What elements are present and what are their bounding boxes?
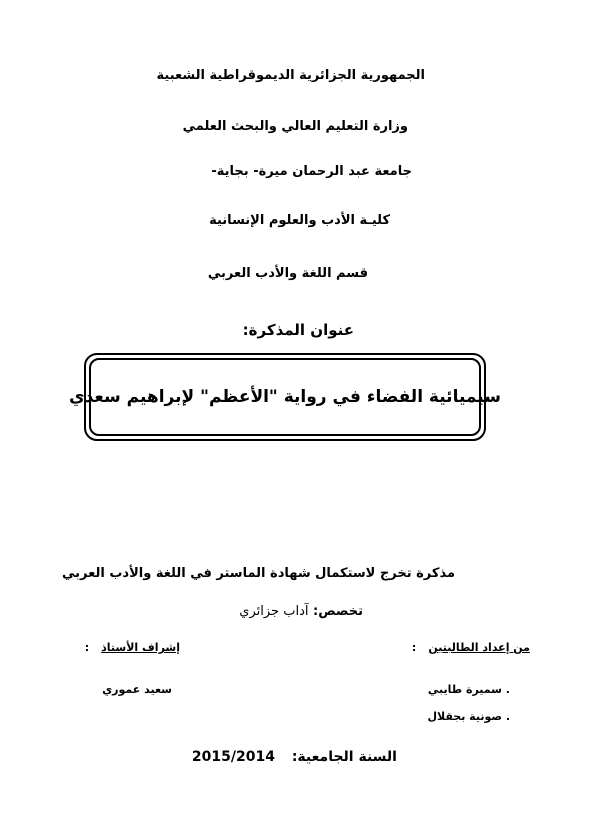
academic-year-value: 2015/2014 — [191, 749, 275, 765]
prepared-by-row — [412, 641, 530, 654]
ministry-name: وزارة التعليم العالي والبحث العلمي — [182, 119, 408, 134]
specialty-row — [0, 604, 590, 619]
specialty-label: تخصص: — [313, 604, 363, 619]
university-name: جامعة عبد الرحمان ميرة- بجاية- — [211, 164, 412, 179]
supervisor-name: سعيد عموري — [102, 683, 172, 696]
faculty-name: كليـة الأدب والعلوم الإنسانية — [209, 213, 390, 228]
republic-name: الجمهورية الجزائرية الديموقراطية الشعبية — [156, 68, 425, 83]
academic-year-label: السنة الجامعية: — [291, 749, 397, 765]
memo-purpose: مذكرة تخرج لاستكمال شهادة الماستر في اللغة والأدب العربي — [62, 566, 455, 581]
supervisor-label: إشراف الأستاذ — [101, 641, 180, 654]
department-name: قسم اللغة والأدب العربي — [207, 266, 368, 281]
thesis-title-label: عنوان المذكرة: — [242, 321, 354, 339]
thesis-title: سيميائية الفضاء في رواية "الأعظم" لإبراهيم سعدي — [89, 358, 481, 436]
supervisor-row — [85, 641, 180, 654]
supervisor-colon: : — [84, 641, 90, 654]
student-name: . صونية بجقلال — [427, 710, 510, 723]
thesis-title-frame — [69, 353, 501, 441]
prepared-by-label: من إعداد الطالبتين — [428, 641, 530, 654]
academic-year-row — [0, 749, 590, 765]
specialty-value: آداب جزائري — [239, 604, 309, 619]
prepared-by-colon: : — [411, 641, 417, 654]
student-name: . سميرة طايبي — [427, 683, 510, 696]
